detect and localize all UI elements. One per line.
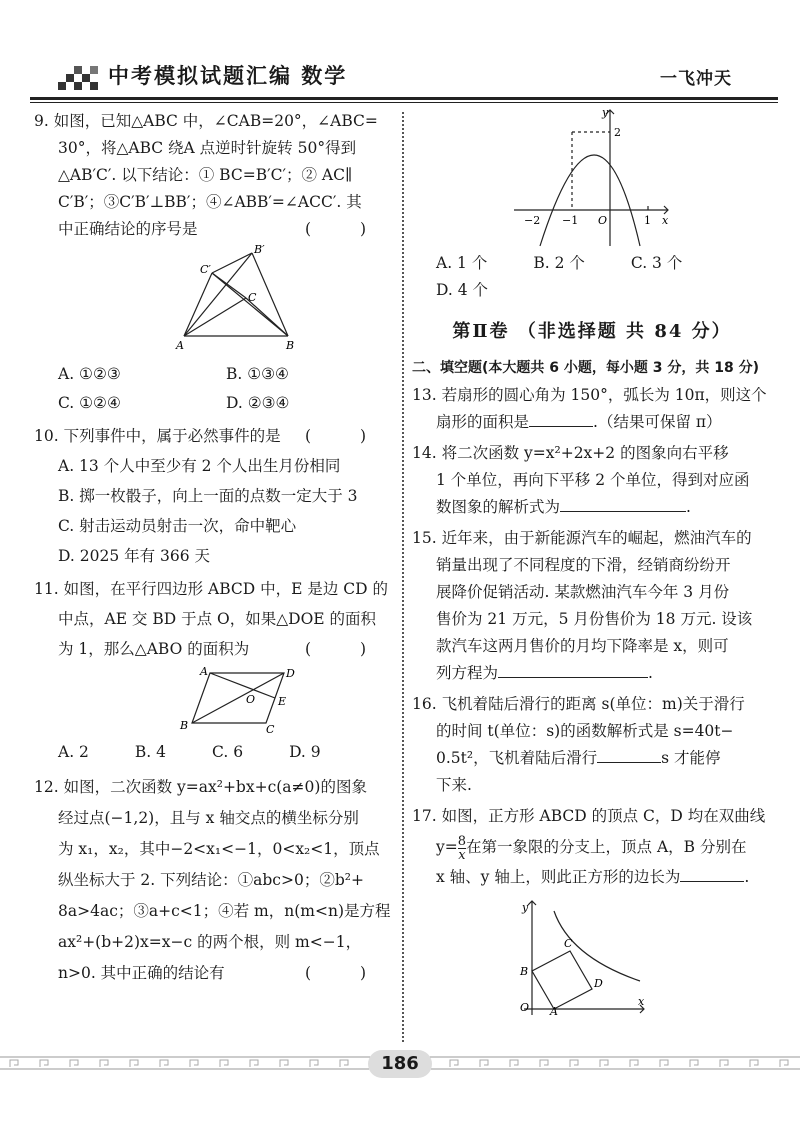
q12-parabola-figure <box>412 104 772 250</box>
q11-label-o: O <box>246 693 256 706</box>
q11-option-d: D. 9 <box>289 743 321 761</box>
question-11 <box>34 576 394 766</box>
q9-line-1: 9. 如图，已知△ABC 中，∠CAB=20°，∠ABC= <box>34 112 378 130</box>
q11-label-e: E <box>278 695 287 708</box>
q13-line-2a: 扇形的面积是 <box>436 413 530 431</box>
q9-option-b: B. ①③④ <box>226 365 289 383</box>
q9-line-4: C′B′；③C′B′⊥BB′；④∠ABB′=∠ACC′. 其 <box>58 193 362 211</box>
q17-line-2: 在第一象限的分支上，顶点 A，B 分别在 <box>466 838 747 856</box>
q14-line-1: 14. 将二次函数 y=x²+2x+2 的图象向右平移 <box>412 444 729 462</box>
q12-fig-tick-2: 2 <box>614 126 621 139</box>
q13-answer-blank[interactable] <box>529 410 593 427</box>
section-2-title: 第Ⅱ卷 （非选择题 共 84 分） <box>452 321 732 342</box>
q16-line-1: 16. 飞机着陆后滑行的距离 s(单位：m)关于滑行 <box>412 695 745 713</box>
q17-line-1: 17. 如图，正方形 ABCD 的顶点 C，D 均在双曲线 <box>412 807 766 825</box>
q15-line-3: 展降价促销活动. 某款燃油汽车今年 3 月份 <box>436 583 730 601</box>
q12-option-d: D. 4 个 <box>436 281 489 299</box>
q17-fig-x-label: x <box>638 995 645 1008</box>
q15-line-2: 销量出现了不同程度的下滑，经销商纷纷开 <box>436 556 731 574</box>
header-brand: 一飞冲天 <box>660 69 732 89</box>
q11-line-1: 11. 如图，在平行四边形 ABCD 中，E 是边 CD 的 <box>34 580 388 598</box>
q16-line-2: 的时间 t(单位：s)的函数解析式是 s=40t− <box>436 722 734 740</box>
question-12 <box>34 774 394 987</box>
q9-label-bprime: B′ <box>254 243 265 256</box>
q11-label-b: B <box>180 719 189 732</box>
q11-answer-paren: ( ) <box>304 640 388 658</box>
q12-option-a: A. 1 个 <box>436 254 488 272</box>
q9-triangle-figure <box>34 243 394 355</box>
q11-option-b: B. 4 <box>134 743 167 761</box>
q10-stem: 10. 下列事件中，属于必然事件的是 <box>34 427 281 445</box>
q17-square-hyperbola-figure <box>412 897 772 1017</box>
q11-option-a: A. 2 <box>58 743 89 761</box>
q17-fraction <box>458 835 466 862</box>
q11-parallelogram-figure <box>34 665 394 735</box>
q10-option-b: B. 掷一枚骰子，向上一面的点数一定大于 3 <box>58 487 358 505</box>
q12-option-b: B. 2 个 <box>533 254 585 272</box>
q12-fig-tick-neg1: −1 <box>562 214 579 227</box>
q17-fig-label-d: D <box>594 977 603 990</box>
q17-fig-y-label: y <box>522 901 529 914</box>
q12-option-c: C. 3 个 <box>630 254 683 272</box>
q17-fig-label-a: A <box>550 1005 558 1017</box>
q12-fig-tick-1: 1 <box>644 214 651 227</box>
q11-line-2: 中点，AE 交 BD 于点 O，如果△DOE 的面积 <box>58 610 377 628</box>
q11-label-c: C <box>266 723 275 735</box>
q12-line-5: 8a>4ac；③a+c<1；④若 m，n(m<n)是方程 <box>58 902 391 920</box>
q10-option-a: A. 13 个人中至少有 2 个人出生月份相同 <box>58 457 341 475</box>
question-17 <box>412 803 772 1017</box>
q9-line-2: 30°，将△ABC 绕A 点逆时针旋转 50°得到 <box>58 139 357 157</box>
q9-line-5: 中正确结论的序号是 <box>58 220 198 238</box>
q12-line-3: 为 x₁，x₂，其中−2<x₁<−1，0<x₂<1，顶点 <box>58 840 380 858</box>
q9-label-c: C <box>248 291 257 304</box>
q11-label-a: A <box>200 665 208 678</box>
header-title: 中考模拟试题汇编 数学 <box>108 64 348 88</box>
q16-line-3a: 0.5t²，飞机着陆后滑行 <box>436 749 598 767</box>
q14-line-2: 1 个单位，再向下平移 2 个单位，得到对应函 <box>436 471 750 489</box>
q9-line-3: △AB′C′. 以下结论：① BC=B′C′；② AC∥ <box>58 166 353 184</box>
q9-label-b: B <box>286 339 295 352</box>
q17-fraction-num: 8 <box>457 833 467 849</box>
q16-answer-blank[interactable] <box>597 746 661 763</box>
question-15 <box>412 525 772 687</box>
q9-label-cprime: C′ <box>200 263 211 276</box>
q12-line-1: 12. 如图，二次函数 y=ax²+bx+c(a≠0)的图象 <box>34 778 367 796</box>
question-10 <box>34 423 394 570</box>
q12-fig-y-label: y <box>602 106 609 119</box>
q12-fig-x-label: x <box>662 214 669 227</box>
q10-option-c: C. 射击运动员射击一次，命中靶心 <box>58 517 297 535</box>
header-rule-thin <box>30 102 778 103</box>
left-column <box>34 108 394 987</box>
q17-line-3b: . <box>744 868 750 886</box>
q12-fig-tick-neg2: −2 <box>524 214 541 227</box>
q17-fraction-den: x <box>458 847 466 863</box>
q10-answer-paren: ( ) <box>304 427 388 445</box>
q15-line-1: 15. 近年来，由于新能源汽车的崛起，燃油汽车的 <box>412 529 752 547</box>
q11-label-d: D <box>286 667 295 680</box>
q12-line-4: 纵坐标大于 2. 下列结论：①abc>0；②b²+ <box>58 871 364 889</box>
q15-answer-blank[interactable] <box>498 661 648 678</box>
q9-option-c: C. ①②④ <box>58 394 121 412</box>
q12-line-7: n>0. 其中正确的结论有 <box>58 964 225 982</box>
q15-line-5: 款汽车这两月售价的月均下降率是 x，则可 <box>436 637 729 655</box>
q11-line-3: 为 1，那么△ABO 的面积为 <box>58 640 250 658</box>
q15-line-4: 售价为 21 万元，5 月份售价为 18 万元. 设该 <box>436 610 753 628</box>
q14-line-3a: 数图象的解析式为 <box>436 498 561 516</box>
q17-fig-label-b: B <box>520 965 529 978</box>
q15-line-6a: 列方程为 <box>436 664 499 682</box>
page-number: 186 <box>368 1050 432 1078</box>
q14-line-3b: . <box>686 498 691 516</box>
q13-line-2b: .（结果可保留 π） <box>593 413 722 431</box>
q9-option-a: A. ①②③ <box>58 365 121 383</box>
q17-answer-blank[interactable] <box>680 865 744 882</box>
q16-line-3b: s 才能停 <box>661 749 721 767</box>
q10-option-d: D. 2025 年有 366 天 <box>58 547 211 565</box>
q9-label-a: A <box>176 339 184 352</box>
q17-line-3a: x 轴、y 轴上，则此正方形的边长为 <box>436 868 681 886</box>
q14-answer-blank[interactable] <box>560 495 686 512</box>
q17-fig-label-c: C <box>564 937 573 950</box>
q12-line-6: ax²+(b+2)x=x−c 的两个根，则 m<−1， <box>58 933 362 951</box>
q12-fig-origin: O <box>598 214 608 227</box>
column-divider <box>402 112 404 1042</box>
q9-answer-paren: ( ) <box>304 220 388 238</box>
q11-option-c: C. 6 <box>212 743 244 761</box>
q17-func-y: y= <box>436 838 458 856</box>
right-column <box>412 104 772 1017</box>
question-9 <box>34 108 394 417</box>
q17-fig-origin: O <box>520 1001 530 1014</box>
q16-line-4: 下来. <box>436 776 472 794</box>
q12-line-2: 经过点(−1,2)，且与 x 轴交点的横坐标分别 <box>58 809 359 827</box>
fill-in-section-heading: 二、填空题(本大题共 6 小题，每小题 3 分，共 18 分) <box>412 360 760 376</box>
question-13 <box>412 382 772 436</box>
q13-line-1: 13. 若扇形的圆心角为 150°，弧长为 10π，则这个 <box>412 386 767 404</box>
q12-answer-paren: ( ) <box>304 964 388 982</box>
question-16 <box>412 691 772 799</box>
question-14 <box>412 440 772 521</box>
q9-option-d: D. ②③④ <box>226 394 290 412</box>
q15-line-6b: . <box>648 664 653 682</box>
header-checker-decoration <box>58 64 102 94</box>
header-rule <box>30 97 778 100</box>
